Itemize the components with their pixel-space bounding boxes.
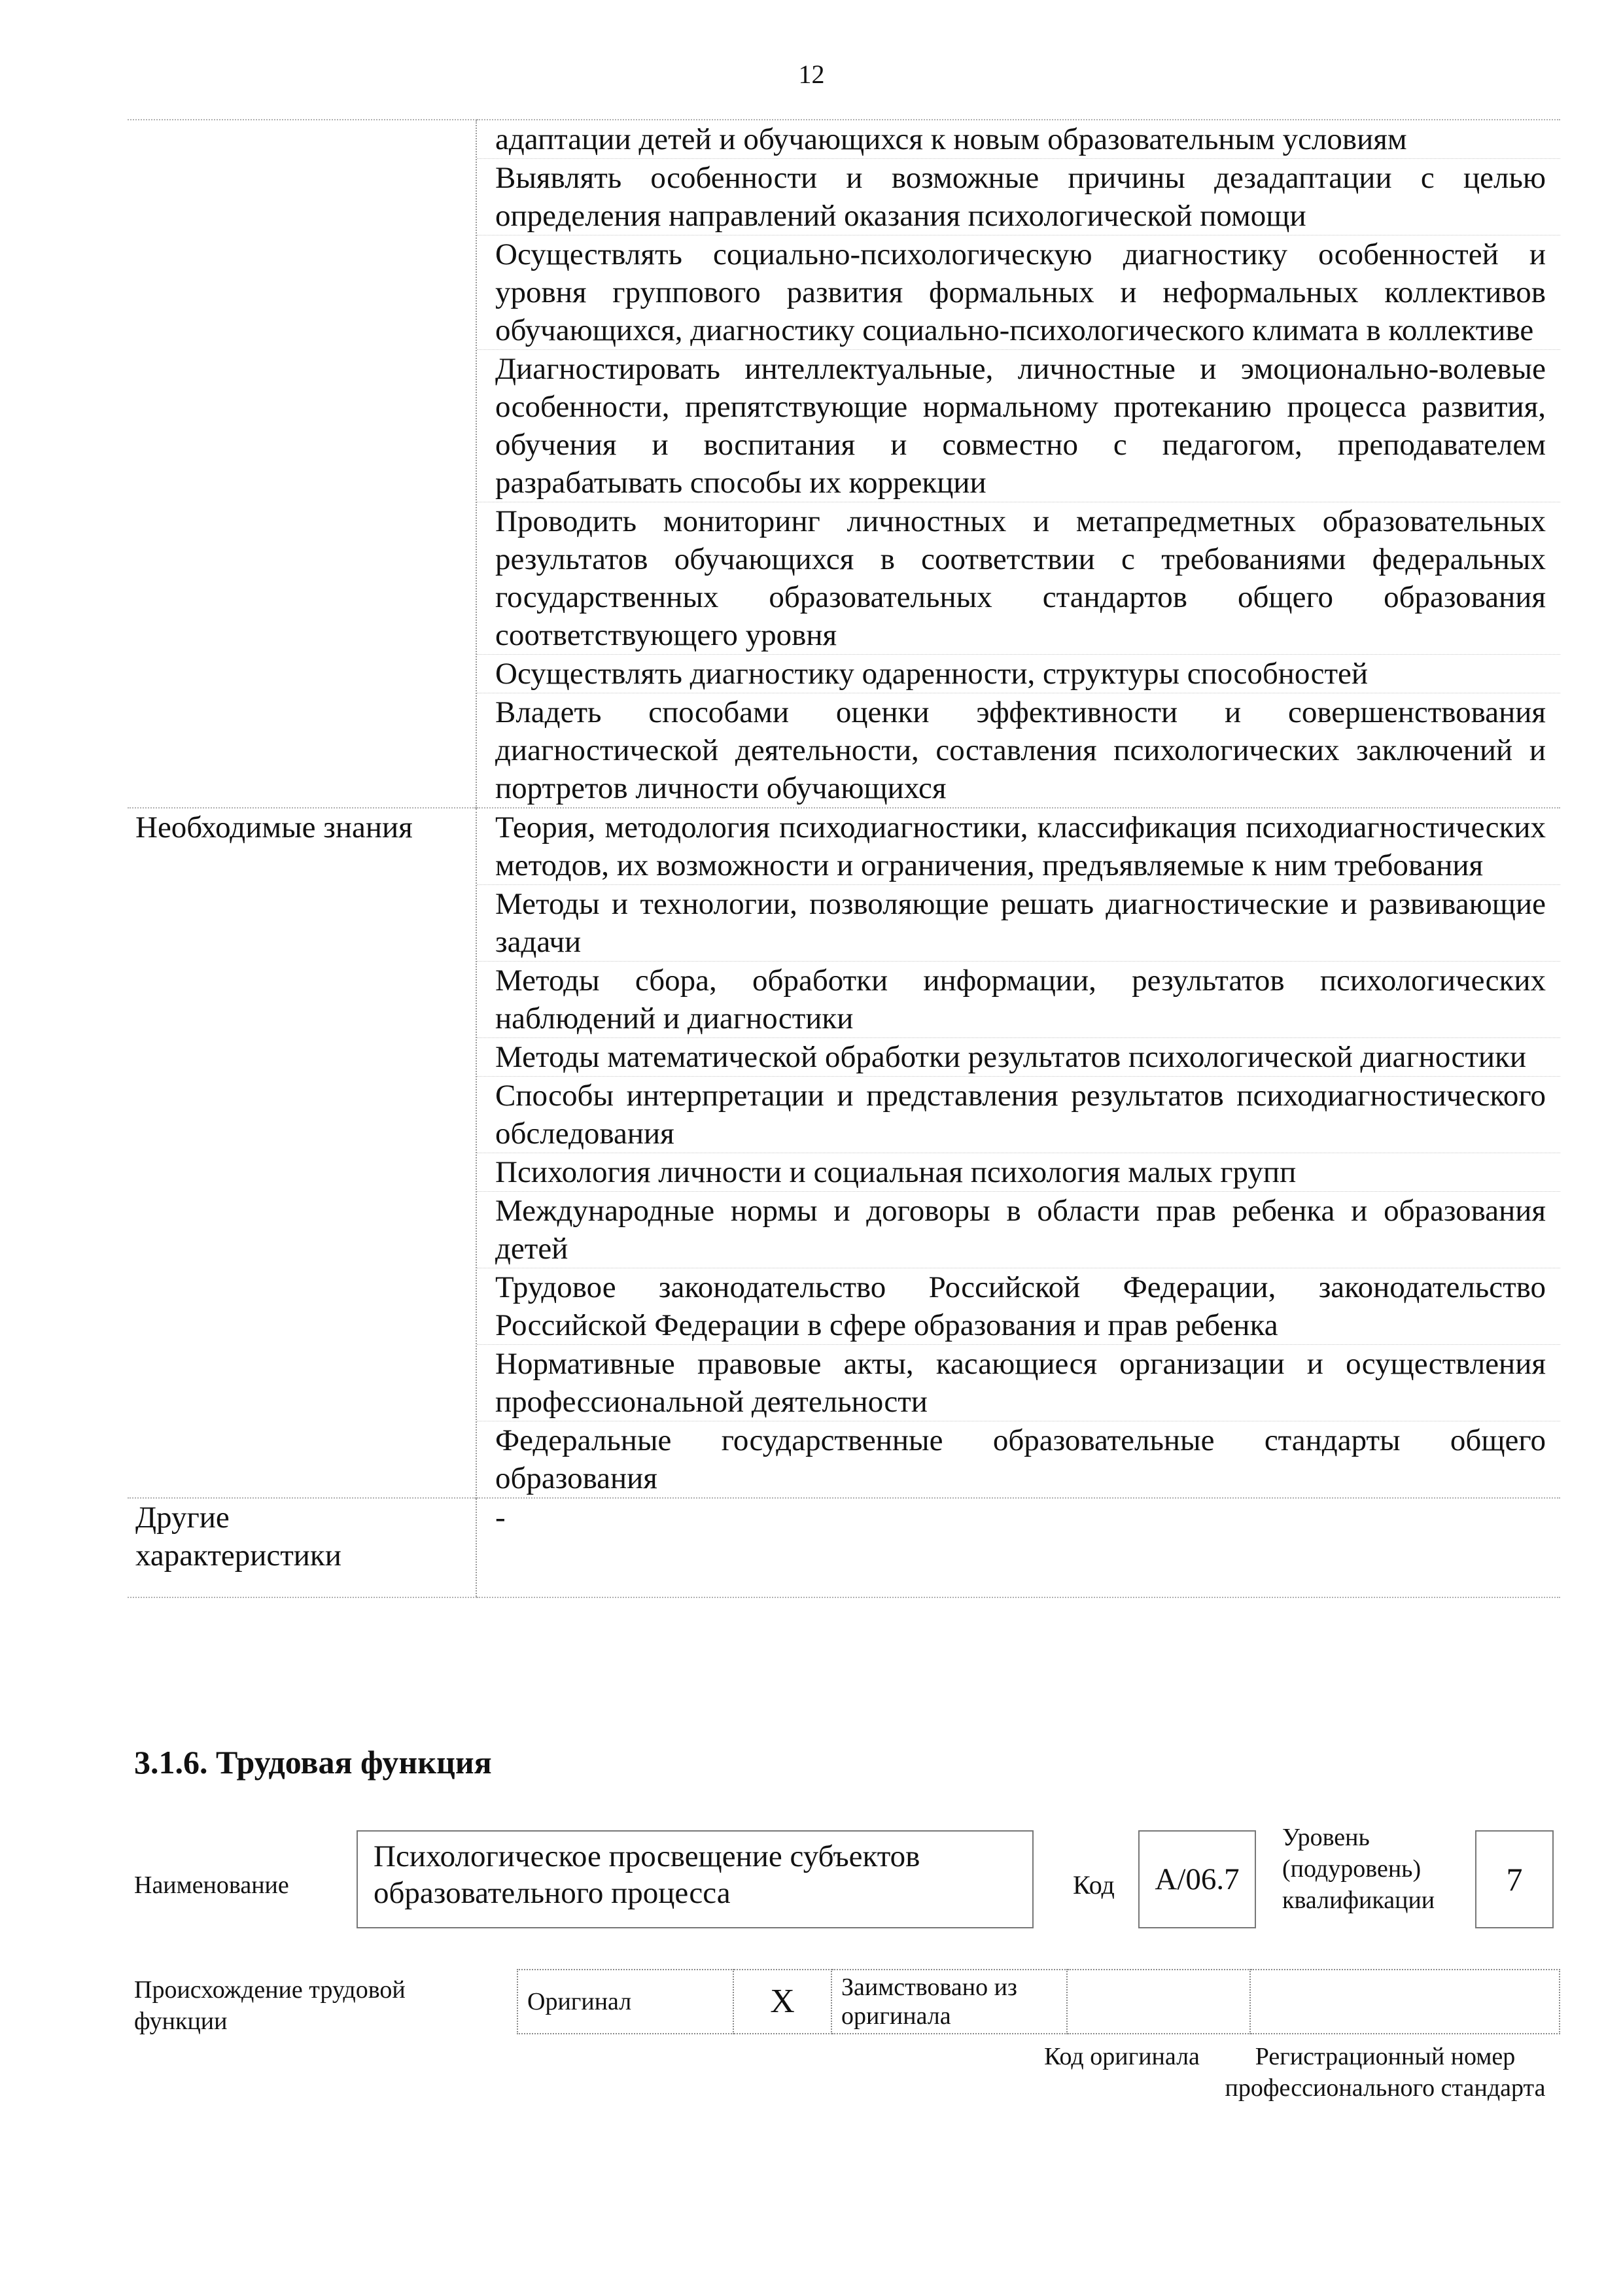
function-code-value: А/06.7 [1138,1830,1256,1928]
skills-cell [476,120,1560,808]
skill-item: адаптации детей и обучающихся к новым образовательным условиям [477,120,1560,159]
function-name-value: Психологическое просвещение субъектов образовательного процесса [357,1830,1034,1928]
other-label: Другие характеристики [135,1501,341,1573]
knowledge-item: Международные нормы и договоры в области прав ребенка и образования детей [477,1192,1560,1268]
origin-reg-cell [1250,1970,1560,2034]
origin-borrowed: Заимствовано из оригинала [831,1970,1067,2034]
knowledge-item: Методы математической обработки результатов психологической диагностики [477,1038,1560,1077]
knowledge-item: Методы и технологии, позволяющие решать диагностические и развивающие задачи [477,885,1560,962]
knowledge-item: Трудовое законодательство Российской Федерации, законодательство Российской Федерации в сфере образования и прав ребенка [477,1268,1560,1345]
competency-table [128,119,1560,1598]
other-value: - [495,1501,506,1535]
origin-mark: X [733,1970,831,2034]
other-cell [476,1498,1560,1597]
skill-item: Выявлять особенности и возможные причины дезадаптации с целью определения направлений оказания психологической помощи [477,159,1560,235]
origin-code-caption: Код оригинала [1044,2043,1200,2070]
skills-row [128,120,1560,808]
knowledge-item: Нормативные правовые акты, касающиеся организации и осуществления профессиональной деятельности [477,1345,1560,1421]
section-title: 3.1.6. Трудовая функция [134,1744,492,1781]
skill-item: Осуществлять диагностику одаренности, структуры способностей [477,655,1560,693]
knowledge-item: Теория, методология психодиагностики, классификация психодиагностических методов, их возможности и ограничения, предъявляемые к ним требования [477,809,1560,885]
knowledge-item: Способы интерпретации и представления результатов психодиагностического обследования [477,1077,1560,1153]
other-label-cell [128,1498,476,1597]
origin-reg-caption: Регистрационный номер профессионального стандарта [1225,2043,1546,2102]
other-row [128,1498,1560,1597]
function-code-label: Код [1073,1870,1115,1900]
knowledge-item: Психология личности и социальная психология малых групп [477,1153,1560,1192]
knowledge-row [128,808,1560,1498]
function-name-label: Наименование [134,1871,289,1899]
skill-item: Проводить мониторинг личностных и метапредметных образовательных результатов обучающихся в соответствии с требованиями федеральных государственных образовательных стандартов общего образования соответствующего уровня [477,502,1560,655]
skill-item: Владеть способами оценки эффективности и совершенствования диагностической деятельности, составления психологических заключений и портретов личности обучающихся [495,695,1546,805]
origin-label: Происхождение трудовой функции [134,1976,406,2035]
qualification-level-value: 7 [1475,1830,1554,1928]
knowledge-item: Методы сбора, обработки информации, результатов психологических наблюдений и диагностики [477,962,1560,1038]
skills-label-cell [128,120,476,808]
knowledge-label: Необходимые знания [135,810,413,844]
skill-item: Осуществлять социально-психологическую диагностику особенностей и уровня группового развития формальных и неформальных коллективов обучающихся, диагностику социально-психологического климата в коллективе [477,235,1560,350]
skill-item: Диагностировать интеллектуальные, личностные и эмоционально-волевые особенности, препятствующие нормальному протеканию процесса развития, обучения и воспитания и совместно с педагогом, преподавателем разрабатывать способы их коррекции [477,350,1560,502]
origin-table [517,1969,1560,2034]
qualification-level-label: Уровень (подуровень) квалификации [1282,1824,1435,1914]
knowledge-item: Федеральные государственные образовательные стандарты общего образования [495,1423,1546,1495]
origin-original: Оригинал [517,1970,733,2034]
page-number: 12 [798,60,825,89]
knowledge-label-cell [128,808,476,1498]
knowledge-cell [476,808,1560,1498]
origin-code-cell [1067,1970,1250,2034]
